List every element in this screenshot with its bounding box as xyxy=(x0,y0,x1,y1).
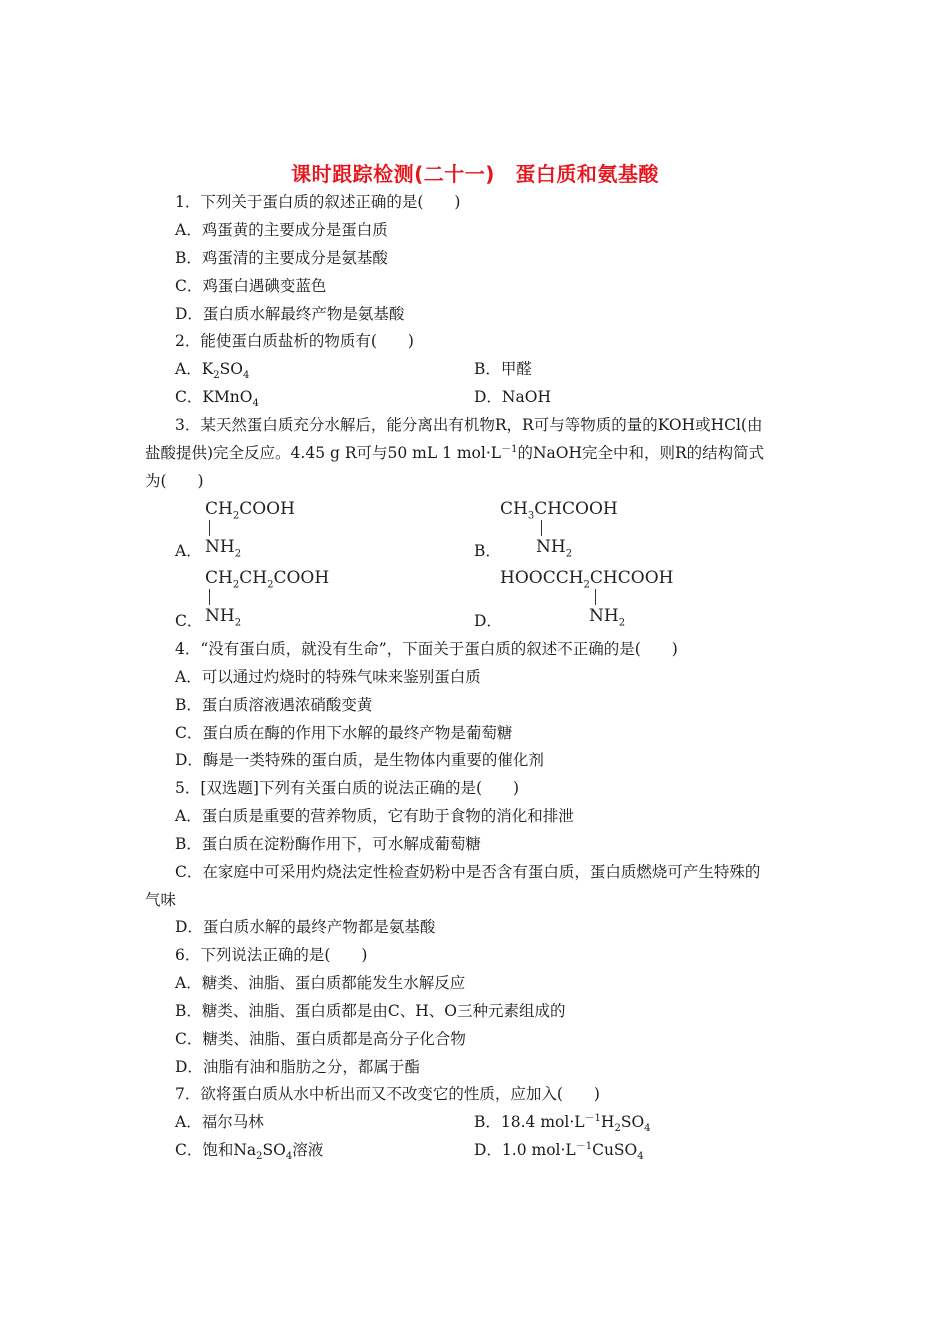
q3-stem-line2: 盐酸提供)完全反应。4.45 g R可与50 mL 1 $mol\cdot L^{-1}$的NaOH完全中和，则R的结构简式 xyxy=(145,443,765,462)
q3-d-formula-top: $HOOCCH_2CHCOOH$ xyxy=(500,568,674,591)
q1-option-d: D．蛋白质水解最终产物是氨基酸 xyxy=(175,305,405,323)
q3-c-formula-top: $CH_2CH_2COOH$ xyxy=(205,568,330,591)
q4-stem: 4．“没有蛋白质，就没有生命”，下面关于蛋白质的叙述不正确的是( ) xyxy=(175,640,678,658)
q2-option-b: B．甲醛 xyxy=(474,360,532,378)
q3-option-d-label: D． xyxy=(474,612,502,630)
q6-option-d: D．油脂有油和脂肪之分，都属于酯 xyxy=(175,1058,420,1076)
q5-option-c-line2: 气味 xyxy=(145,891,177,909)
q5-stem: 5．[双选题]下列有关蛋白质的说法正确的是( ) xyxy=(175,779,520,797)
q3-stem-line3: 为( ) xyxy=(145,472,204,490)
q4-option-a: A．可以通过灼烧时的特殊气味来鉴别蛋白质 xyxy=(175,668,481,686)
q3-option-a-label: A． xyxy=(175,542,202,560)
q7-stem: 7．欲将蛋白质从水中析出而又不改变它的性质，应加入( ) xyxy=(175,1085,600,1103)
q3-option-b-label: B． xyxy=(474,542,501,560)
q4-option-c: C．蛋白质在酶的作用下水解的最终产物是葡萄糖 xyxy=(175,724,513,742)
q5-option-d: D．蛋白质水解的最终产物都是氨基酸 xyxy=(175,918,436,936)
q3-stem-line1: 3．某天然蛋白质充分水解后，能分离出有机物R，R可与等物质的量的KOH或HCl(由 xyxy=(175,416,763,434)
q1-option-c: C．鸡蛋白遇碘变蓝色 xyxy=(175,277,327,295)
q7-option-a: A．福尔马林 xyxy=(175,1113,264,1131)
q2-option-a: A．$K_2SO_4$ xyxy=(175,360,250,382)
q3-c-formula-bottom: $NH_2$ xyxy=(205,606,242,629)
q1-option-a: A．鸡蛋黄的主要成分是蛋白质 xyxy=(175,221,388,239)
q5-option-a: A．蛋白质是重要的营养物质，它有助于食物的消化和排泄 xyxy=(175,807,574,825)
q7-option-b: B．18.4 $mol\cdot L^{-1}H_2SO_4$ xyxy=(474,1112,651,1135)
q2-option-d: D．NaOH xyxy=(474,388,551,406)
q6-option-b: B．糖类、油脂、蛋白质都是由C、H、O三种元素组成的 xyxy=(175,1002,566,1020)
q3-a-formula-top: $CH_2COOH$ xyxy=(205,499,295,522)
q6-option-a: A．糖类、油脂、蛋白质都能发生水解反应 xyxy=(175,974,466,992)
q4-option-d: D．酶是一类特殊的蛋白质，是生物体内重要的催化剂 xyxy=(175,751,544,769)
q2-option-c: C．KMnO$_4$ xyxy=(175,388,259,410)
q1-option-b: B．鸡蛋清的主要成分是氨基酸 xyxy=(175,249,388,267)
q1-stem: 1．下列关于蛋白质的叙述正确的是( ) xyxy=(175,193,461,211)
q5-option-b: B．蛋白质在淀粉酶作用下，可水解成葡萄糖 xyxy=(175,835,481,853)
q7-option-c: C．饱和$Na_2SO_4$溶液 xyxy=(175,1141,324,1163)
q3-a-bond xyxy=(209,520,210,536)
q3-option-c-label: C． xyxy=(175,612,203,630)
q3-c-bond xyxy=(209,589,210,605)
q3-a-formula-bottom: $NH_2$ xyxy=(205,537,242,560)
q5-option-c-line1: C．在家庭中可采用灼烧法定性检查奶粉中是否含有蛋白质，蛋白质燃烧可产生特殊的 xyxy=(175,863,761,881)
q3-b-formula-bottom: $NH_2$ xyxy=(536,537,573,560)
q7-option-d: D．1.0 $mol\cdot L^{-1}CuSO_4$ xyxy=(474,1140,644,1163)
q6-option-c: C．糖类、油脂、蛋白质都是高分子化合物 xyxy=(175,1030,466,1048)
q6-stem: 6．下列说法正确的是( ) xyxy=(175,946,368,964)
q3-d-bond xyxy=(595,589,596,605)
q4-option-b: B．蛋白质溶液遇浓硝酸变黄 xyxy=(175,696,373,714)
page-title: 课时跟踪检测(二十一) 蛋白质和氨基酸 xyxy=(291,162,659,186)
q3-b-formula-top: $CH_3CHCOOH$ xyxy=(500,499,618,522)
q2-stem: 2．能使蛋白质盐析的物质有( ) xyxy=(175,332,414,350)
q3-d-formula-bottom: $NH_2$ xyxy=(589,606,626,629)
q3-b-bond xyxy=(541,520,542,536)
